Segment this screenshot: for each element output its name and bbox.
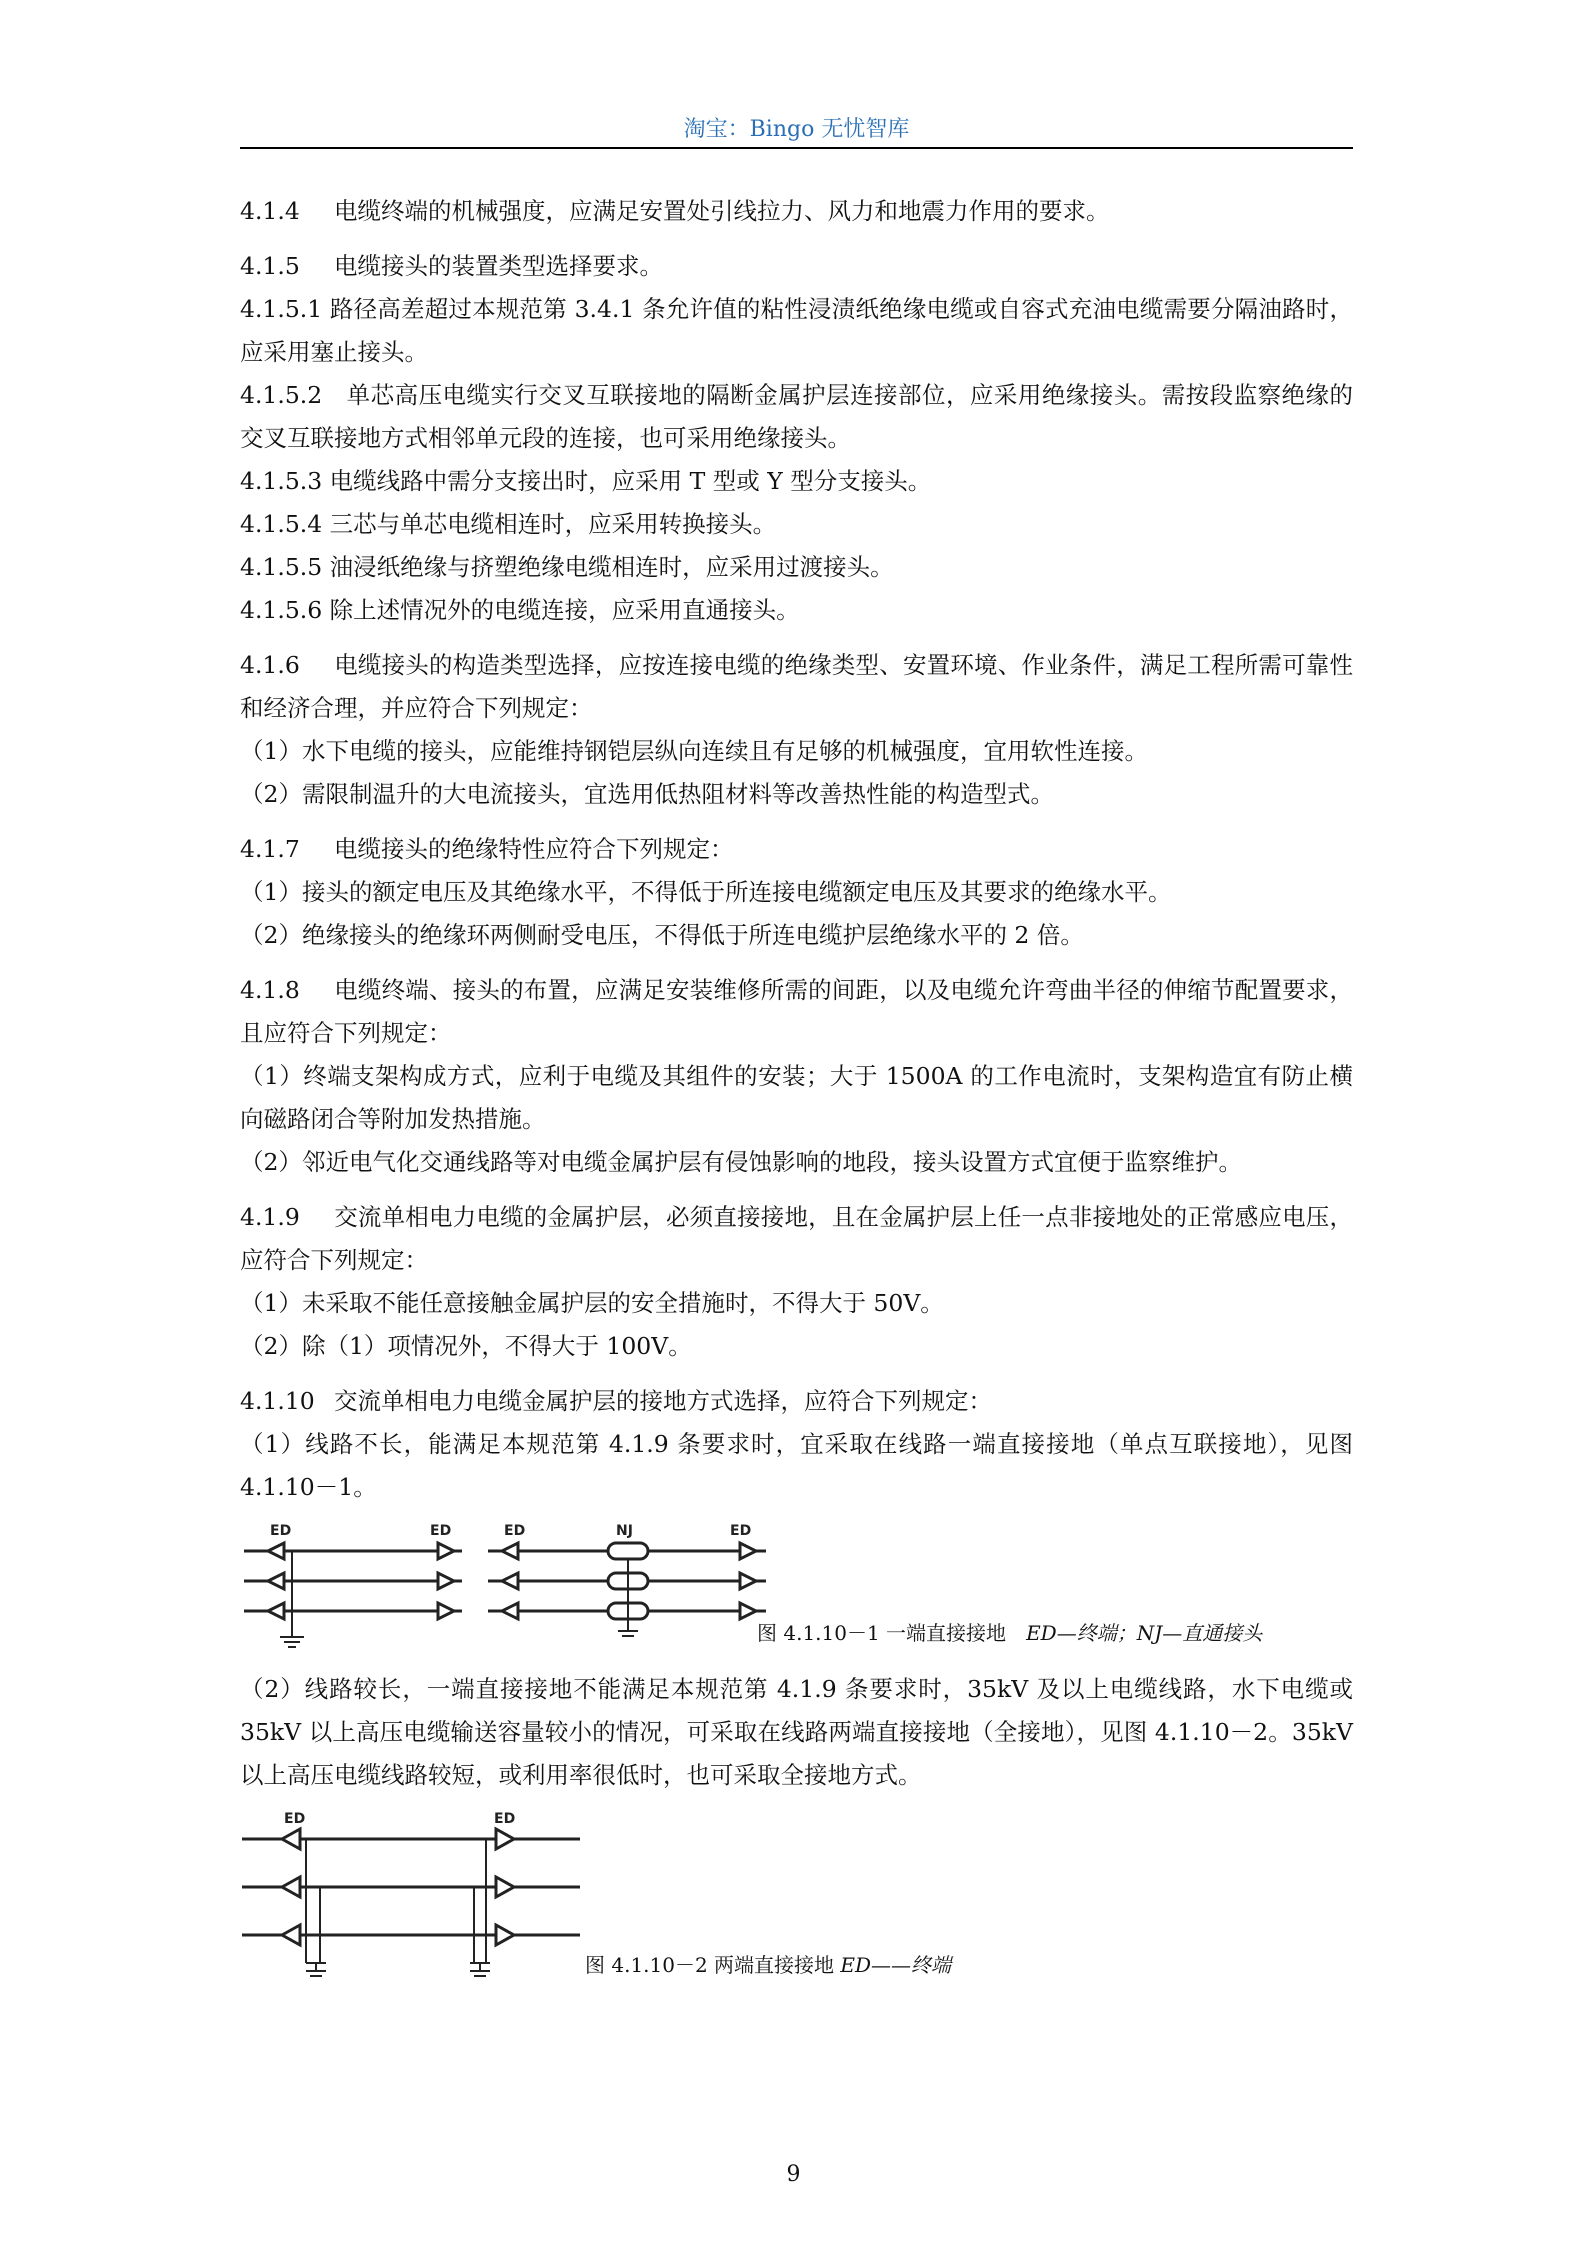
figure-4-1-10-2 <box>240 1811 1353 1981</box>
section-number: 4.1.7 <box>240 835 300 863</box>
header-divider <box>240 147 1353 149</box>
section-4-1-5 <box>240 245 1353 288</box>
clause-4-1-5-3: 4.1.5.3 电缆线路中需分支接出时，应采用 T 型或 Y 型分支接头。 <box>240 467 932 495</box>
list-item: （2）绝缘接头的绝缘环两侧耐受电压，不得低于所连电缆护层绝缘水平的 2 倍。 <box>240 921 1084 949</box>
clause-4-1-5-2: 4.1.5.2 单芯高压电缆实行交叉互联接地的隔断金属护层连接部位，应采用绝缘接头。需按段监察绝缘的交叉互联接地方式相邻单元段的连接，也可采用绝缘接头。 <box>240 381 1353 452</box>
single-end-grounding-diagram <box>240 1519 780 1654</box>
list-item: （1）接头的额定电压及其绝缘水平，不得低于所连接电缆额定电压及其要求的绝缘水平。 <box>240 878 1172 906</box>
figure-caption <box>757 1619 1262 1647</box>
ed-label: ED <box>504 1523 526 1539</box>
section-number: 4.1.8 <box>240 976 300 1004</box>
list-item: （1）未采取不能任意接触金属护层的安全措施时，不得大于 50V。 <box>240 1289 944 1317</box>
caption-title: 图 4.1.10－1 一端直接接地 <box>757 1621 1027 1645</box>
section-4-1-6 <box>240 644 1353 730</box>
caption-legend: ED—终端；NJ—直通接头 <box>1026 1621 1263 1645</box>
caption-legend: ED——终端 <box>840 1953 952 1977</box>
section-number: 4.1.9 <box>240 1203 300 1231</box>
list-item: （2）除（1）项情况外，不得大于 100V。 <box>240 1332 692 1360</box>
section-4-1-10 <box>240 1380 1353 1423</box>
page-number: 9 <box>786 2162 801 2187</box>
ed-label: ED <box>730 1523 752 1539</box>
list-item: （1）终端支架构成方式，应利于电缆及其组件的安装；大于 1500A 的工作电流时，支架构造宜有防止横向磁路闭合等附加发热措施。 <box>240 1062 1353 1133</box>
section-text: 电缆终端、接头的布置，应满足安装维修所需的间距，以及电缆允许弯曲半径的伸缩节配置要求，且应符合下列规定： <box>240 976 1353 1047</box>
clause-4-1-5-1: 4.1.5.1 路径高差超过本规范第 3.4.1 条允许值的粘性浸渍纸绝缘电缆或自容式充油电缆需要分隔油路时，应采用塞止接头。 <box>240 295 1353 366</box>
ed-label: ED <box>284 1811 306 1827</box>
section-text: 电缆接头的绝缘特性应符合下列规定： <box>334 835 734 863</box>
ed-label: ED <box>494 1811 516 1827</box>
section-number: 4.1.10 <box>240 1387 315 1415</box>
list-item: （2）邻近电气化交通线路等对电缆金属护层有侵蚀影响的地段，接头设置方式宜便于监察维护。 <box>240 1148 1242 1176</box>
ed-label: ED <box>270 1523 292 1539</box>
clause-4-1-5-4: 4.1.5.4 三芯与单芯电缆相连时，应采用转换接头。 <box>240 510 777 538</box>
ed-label: ED <box>430 1523 452 1539</box>
section-number: 4.1.5 <box>240 252 300 280</box>
section-4-1-7 <box>240 828 1353 871</box>
caption-title: 图 4.1.10－2 两端直接接地 <box>585 1953 841 1977</box>
section-text: 电缆接头的构造类型选择，应按连接电缆的绝缘类型、安置环境、作业条件，满足工程所需可靠性和经济合理，并应符合下列规定： <box>240 651 1353 722</box>
section-text: 电缆终端的机械强度，应满足安置处引线拉力、风力和地震力作用的要求。 <box>334 197 1110 225</box>
figure-caption <box>585 1951 951 1979</box>
clause-4-1-5-6: 4.1.5.6 除上述情况外的电缆连接，应采用直通接头。 <box>240 596 800 624</box>
figure-4-1-10-1 <box>240 1519 1353 1654</box>
page-header: 淘宝：Bingo 无忧智库 <box>683 117 910 142</box>
both-ends-grounding-diagram <box>240 1811 585 1981</box>
list-item: （1）线路不长，能满足本规范第 4.1.9 条要求时，宜采取在线路一端直接接地（单点互联接地），见图 4.1.10－1。 <box>240 1430 1353 1501</box>
list-item: （1）水下电缆的接头，应能维持钢铠层纵向连续且有足够的机械强度，宜用软性连接。 <box>240 737 1148 765</box>
document-body <box>240 190 1353 1981</box>
section-text: 交流单相电力电缆金属护层的接地方式选择，应符合下列规定： <box>334 1387 992 1415</box>
section-number: 4.1.6 <box>240 651 300 679</box>
list-item: （2）线路较长，一端直接接地不能满足本规范第 4.1.9 条要求时，35kV 及以上电缆线路，水下电缆或 35kV 以上高压电缆输送容量较小的情况，可采取在线路两端直接接地（全接地），见图 4.1.10－2。35kV 以上高压电缆线路较短，或利用率很低时，也可采取全接地方式。 <box>240 1675 1353 1789</box>
section-4-1-4 <box>240 190 1353 233</box>
section-4-1-9 <box>240 1196 1353 1282</box>
section-4-1-8 <box>240 969 1353 1055</box>
clause-4-1-5-5: 4.1.5.5 油浸纸绝缘与挤塑绝缘电缆相连时，应采用过渡接头。 <box>240 553 894 581</box>
nj-label: NJ <box>616 1523 633 1539</box>
section-text: 交流单相电力电缆的金属护层，必须直接接地，且在金属护层上任一点非接地处的正常感应电压，应符合下列规定： <box>240 1203 1353 1274</box>
list-item: （2）需限制温升的大电流接头，宜选用低热阻材料等改善热性能的构造型式。 <box>240 780 1054 808</box>
section-number: 4.1.4 <box>240 197 300 225</box>
section-text: 电缆接头的装置类型选择要求。 <box>334 252 663 280</box>
